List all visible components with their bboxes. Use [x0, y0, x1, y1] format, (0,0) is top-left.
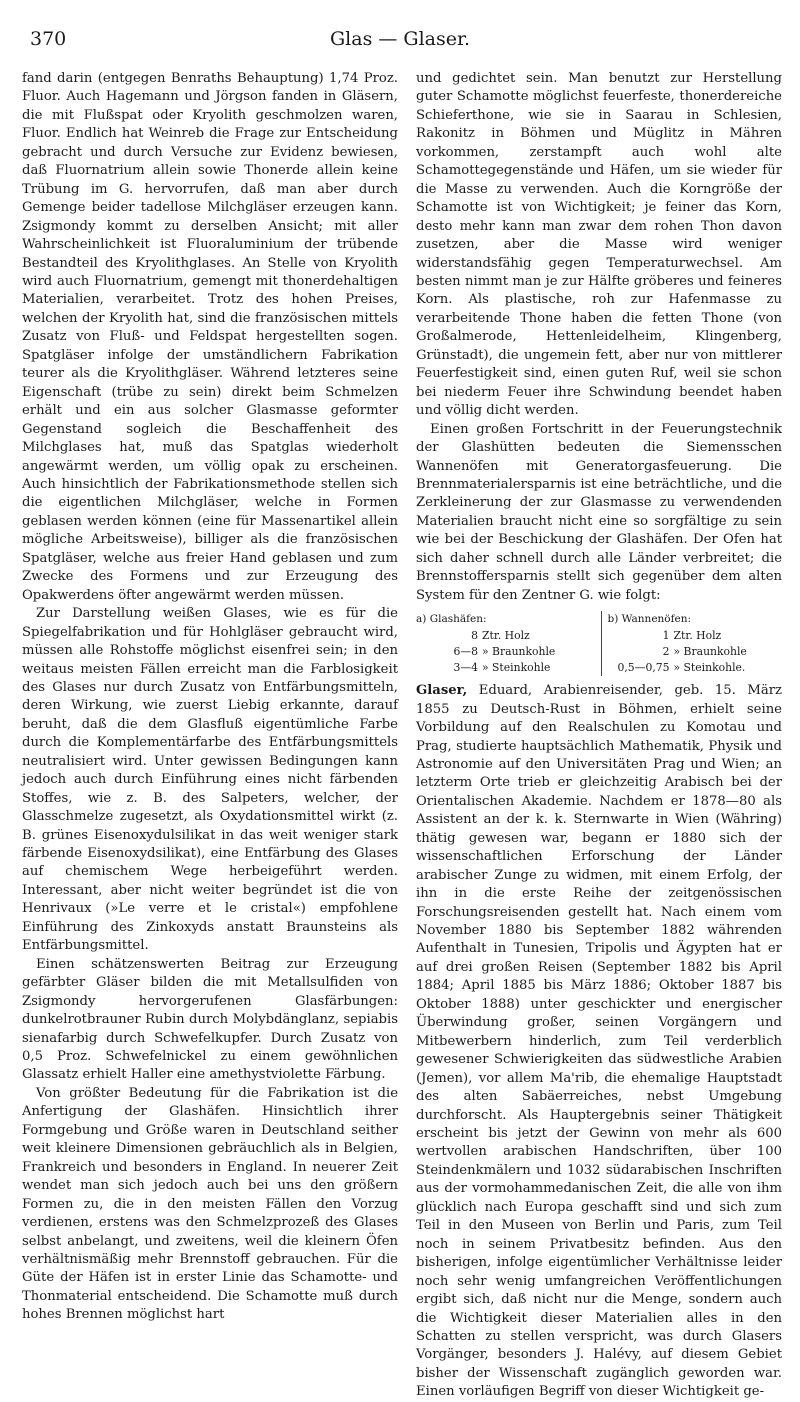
fuel-table-header: b) Wannenöfen:	[607, 613, 692, 626]
entry-text: Eduard, Arabienreisender, geb. 15. März 1855 zu Deutsch-Rust in Böhmen, erhielt seine Vorbildung auf den Realschulen zu Komotau und Prag, studierte hauptsächlich Mathematik, Physik und Astronomie auf den Universitäten Prag und Wien; an letzterm Orte trieb er gleichzeitig Arabisch bei der Orientalischen Akademie. Nachdem er 1878—80 als Assistent an der k. k. Sternwarte in Wien (Währing) thätig gewesen war, begann er 1880 sich der wissenschaftlichen Erforschung der Länder arabischer Zunge zu widmen, mit einem Erfolg, der ihn in die erste Reihe der zeitgenössischen Forschungsreisenden gestellt hat. Nach einem vom November 1880 bis September 1882 währenden Aufenthalt in Tunesien, Tripolis und Ägypten hat er auf drei großen Reisen (September 1882 bis April 1884; April 1885 bis März 1886; Oktober 1887 bis Oktober 1888) unter geschickter und energischer Überwindung großer, seinen Vorgängern und Mitbewerbern hinderlich, zum Teil verderblich gewesener Schwierigkeiten das südwestliche Arabien (Jemen), vor allem Ma'rib, die ehemalige Hauptstadt des alten Sabäerreiches, nebst Umgebung durchforscht. Als Hauptergebnis seiner Thätigkeit erscheint bis jetzt der Gewinn von mehr als 600 wertvollen arabischen Handschriften, über 100 Steindenkmälern und 1032 südarabischen Inschriften aus der vormohammedanischen Zeit, die alle von ihm glücklich nach Europa geschafft sind und sich zum Teil in den Museen von Berlin und Paris, zum Teil noch in seinem Privatbesitz befinden. Aus den bisherigen, infolge eigentümlicher Verhältnisse leider noch sehr wenig umfangreichen Veröffentlichungen ergibt sich, daß nicht nur die Menge, sondern auch die Wichtigkeit dieser Materialien alles in den Schatten zu stellen verspricht, was durch Glasers Vorgänger, besonders J. Halévy, auf diesem Gebiet bisher der Wissenschaft zugänglich geworden war. Einen vorläufigen Begriff von dieser Wichtigkeit ge-	[416, 683, 782, 1400]
paragraph	[416, 682, 782, 1402]
table-row: 1 Ztr. Holz	[662, 629, 722, 643]
fuel-table-header: a) Glashäfen:	[416, 613, 487, 626]
entry-headword: Glaser,	[416, 683, 468, 699]
fuel-table-glashaefen	[416, 611, 591, 676]
paragraph: Einen schätzenswerten Beitrag zur Erzeugung gefärbter Gläser bilden die mit Metallsulfiden von Zsigmondy hervorgerufenen Glasfärbungen: dunkelrotbrauner Rubin durch Molybdänglanz, sepiabis sienafarbig durch Schwefelkupfer. Durch Zusatz von 0,5 Proz. Schwefelnickel zu einem gewöhnlichen Glassatz erhielt Haller eine amethystviolette Färbung.	[22, 956, 398, 1083]
paragraph: und gedichtet sein. Man benutzt zur Herstellung guter Schamotte möglichst feuerfeste, thonerdereiche Schieferthone, wie sie in Saarau in Schlesien, Rakonitz in Böhmen und Müglitz in Mähren vorkommen, zerstampft auch wohl alte Schamottegegenstände und Häfen, um sie wieder für die Masse zu verwenden. Auch die Korngröße der Schamotte ist von Wichtigkeit; je feiner das Korn, desto mehr kann man zwar dem rohen Thon davon zusetzen, aber die Masse wird weniger widerstandsfähig gegen Temperaturwechsel. Am besten nimmt man je zur Hälfte gröberes und feineres Korn. Als plastische, roh zur Hafenmasse zu verarbeitende Thone haben die fetten Thone (von Großalmerode, Hettenleidelheim, Klingenberg, Grünstadt), die ungemein fett, aber nur von mittlerer Feuerfestigkeit sind, einen guten Ruf, weil sie schon bei niederm Feuer ihre Schwindung beendet haben und völlig dicht werden.	[416, 71, 782, 419]
right-column	[416, 70, 782, 1402]
fuel-table	[416, 611, 782, 676]
table-row: 6—8 » Braunkohle	[453, 645, 556, 659]
table-row: 2 » Braunkohle	[662, 645, 747, 659]
table-row: 8 Ztr. Holz	[471, 629, 530, 643]
table-row: 3—4 » Steinkohle	[453, 661, 551, 675]
table-row: 0,5—0,75 » Steinkohle.	[617, 661, 746, 675]
page-number: 370	[30, 28, 67, 50]
left-column	[22, 70, 398, 1325]
paragraph: fand darin (entgegen Benraths Behauptung) 1,74 Proz. Fluor. Auch Hagemann und Jörgson fanden in Gläsern, die mit Flußspat oder Kryolith geschmolzen waren, Fluor. Endlich hat Weinreb die Frage zur Entscheidung gebracht und durch Versuche zur Evidenz bewiesen, daß Fluornatrium allein sowie Thonerde allein keine Trübung im G. hervorrufen, daß man aber durch Gemenge beider tadellose Milchgläser erzeugen kann. Zsigmondy kommt zu derselben Ansicht; mit aller Wahrscheinlichkeit ist Fluoraluminium der trübende Bestandteil des Kryolithglases. An Stelle von Kryolith wird auch Fluornatrium, gemengt mit thonerdehaltigen Materialien, verarbeitet. Trotz des hohen Preises, welchen der Kryolith hat, sind die französischen mittels Zusatz von Fluß- und Feldspat hergestellten sogen. Spatgläser infolge der umständlichern Fabrikation teurer als die Kryolithgläser. Während letzteres seine Eigenschaft (trübe zu sein) direkt beim Schmelzen erhält und ein aus solcher Glasmasse geformter Gegenstand sogleich die Beschaffenheit des Milchglases hat, muß das Spatglas wiederholt angewärmt werden, um völlig opak zu erscheinen. Auch hinsichtlich der Fabrikationsmethode stellen sich die eigentlichen Milchgläser, welche in Formen geblasen werden können (eine für Massenartikel allein mögliche Arbeitsweise), billiger als die französischen Spatgläser, welche aus freier Hand geblasen und zum Zwecke des Formens und zur Erzeugung des Opakwerdens öfter angewärmt werden müssen.	[22, 71, 398, 603]
paragraph: Von größter Bedeutung für die Fabrikation ist die Anfertigung der Glashäfen. Hinsichtlich ihrer Formgebung und Größe waren in Deutschland seither weit kleinere Dimensionen gebräuchlich als in Belgien, Frankreich und besonders in England. In neuerer Zeit wendet man sich jedoch auch bei uns den größern Formen zu, die in den meisten Fällen den Vorzug verdienen, erstens was den Schmelzprozeß des Glases selbst anbelangt, und zweitens, weil die kleinern Öfen verhältnismäßig mehr Brennstoff gebrauchen. Für die Güte der Häfen ist in erster Linie das Schamotte- und Thonmaterial entscheidend. Die Schamotte muß durch hohes Brennen möglichst hart	[22, 1085, 398, 1323]
paragraph: Zur Darstellung weißen Glases, wie es für die Spiegelfabrikation und für Hohlgläser gebraucht wird, müssen alle Rohstoffe möglichst eisenfrei sein; in den weitaus meisten Fällen erreicht man die Farblosigkeit des Glases nur durch Zusatz von Entfärbungsmitteln, deren Wirkung, wie zuerst Liebig erkannte, darauf beruht, daß die dem Glasfluß eigentümliche Farbe durch die Komplementärfarbe des Entfärbungsmittels neutralisiert wird. Unter gewissen Bedingungen kann jedoch auch durch Einführung eines nicht färbenden Stoffes, wie z. B. des Salpeters, welcher, der Glasschmelze zugesetzt, als Oxydationsmittel wirkt (z. B. grünes Eisenoxydulsilikat in das weit weniger stark färbende Eisenoxydsilikat), eine Entfärbung des Glases auf chemischem Wege herbeigeführt werden. Interessant, aber nicht weiter begründet ist die von Henrivaux (»Le verre et le cristal«) empfohlene Einführung des Zinkoxyds anstatt Braunsteins als Entfärbungsmittel.	[22, 606, 398, 954]
running-head: Glas — Glaser.	[329, 28, 471, 50]
fuel-table-wannenoefen	[601, 611, 783, 676]
paragraph: Einen großen Fortschritt in der Feuerungstechnik der Glashütten bedeuten die Siemensschen Wannenöfen mit Generatorgasfeuerung. Die Brennmaterialersparnis ist eine beträchtliche, und die Zerkleinerung der zur Glasmasse zu verwendenden Materialien braucht nicht eine so sorgfältige zu sein wie bei der Beschickung der Glashäfen. Der Ofen hat sich daher schnell durch alle Länder verbreitet; die Brennstoffersparnis stellt sich gegenüber dem alten System für den Zentner G. wie folgt:	[416, 421, 782, 603]
page-header	[30, 22, 770, 56]
